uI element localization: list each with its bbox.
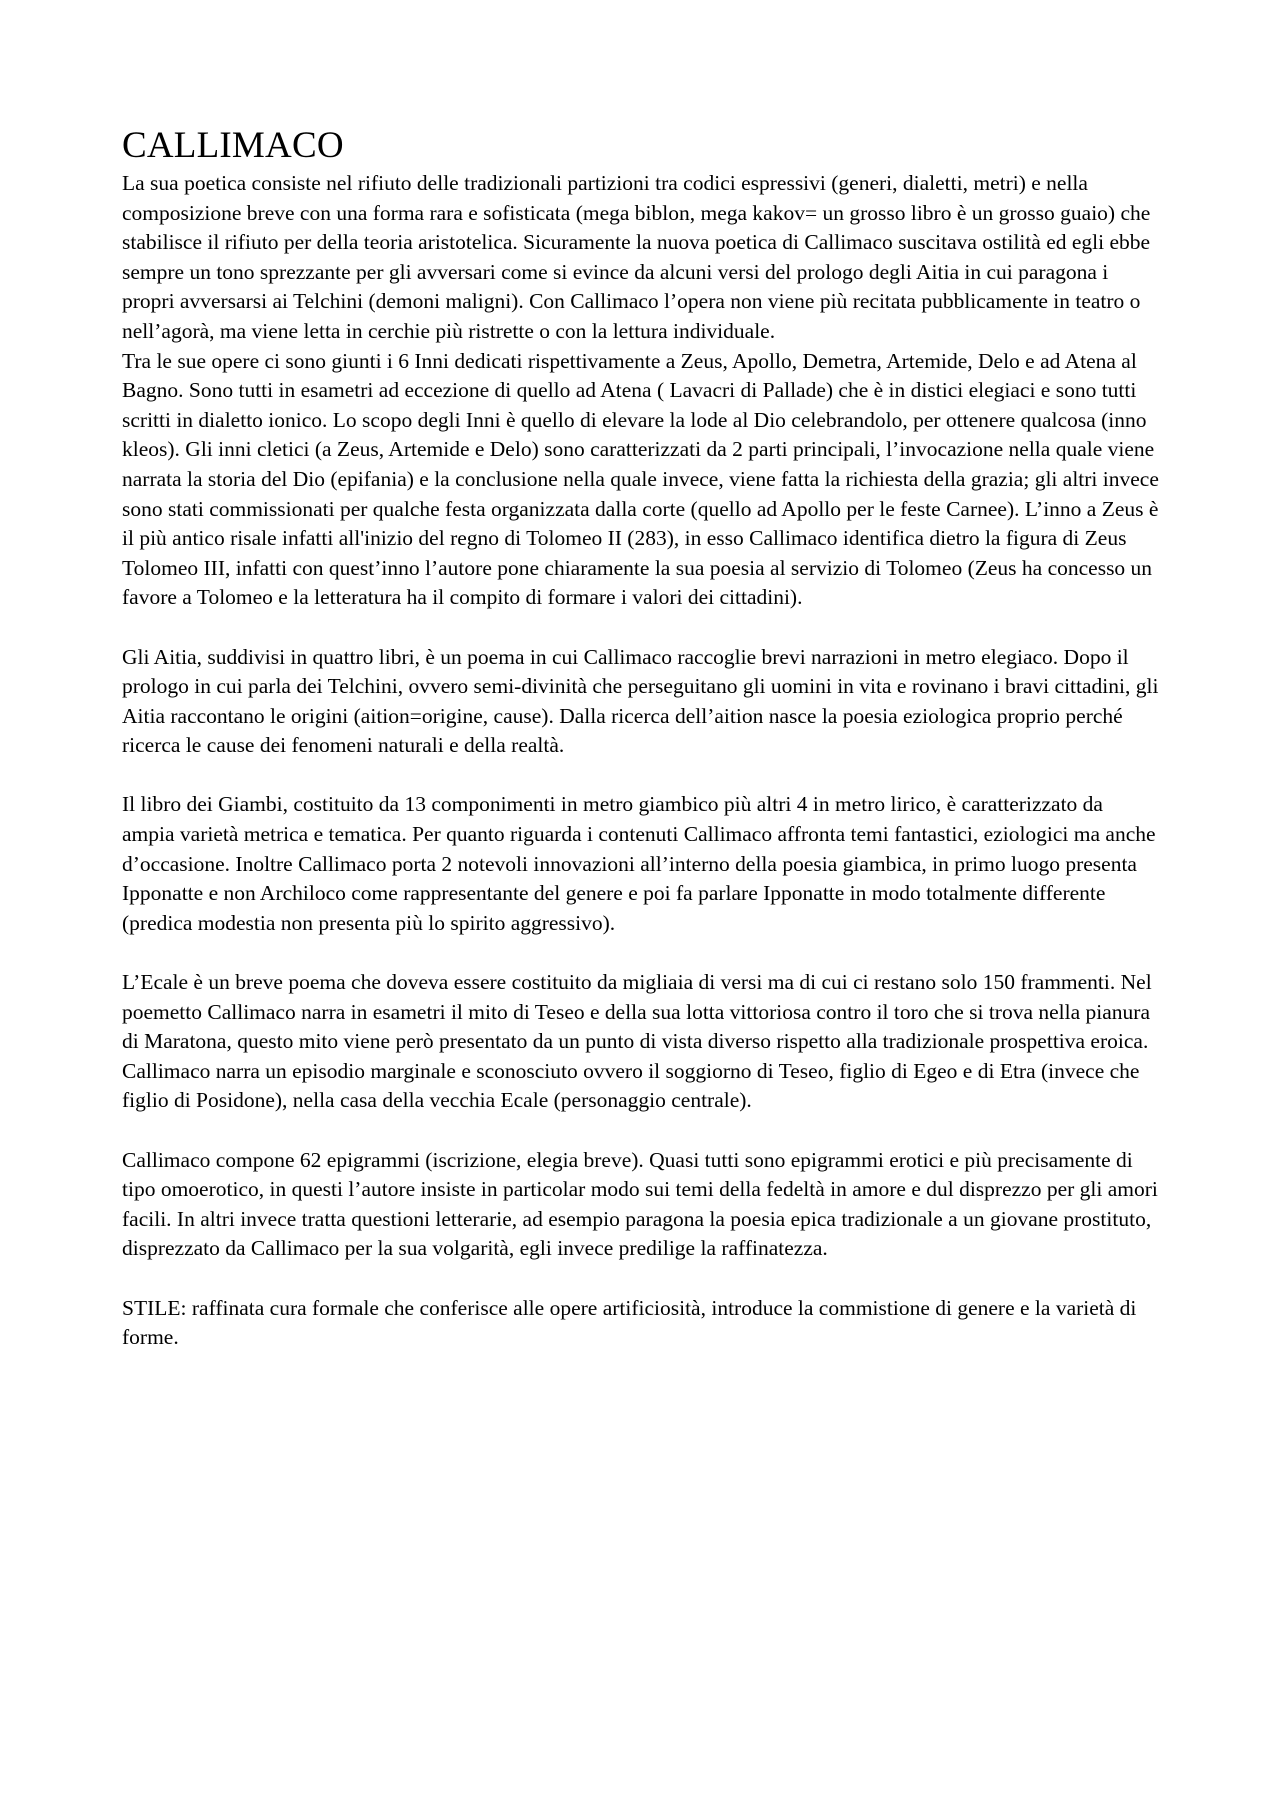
paragraph-inni: Tra le sue opere ci sono giunti i 6 Inni dedicati rispettivamente a Zeus, Apollo, Demetra, Artemide, Delo e ad Atena al Bagno. Sono tutti in esametri ad eccezione di quello ad Atena ( Lavacri di Pallade) che è in distici elegiaci e sono tutti scritti in dialetto ionico. Lo scopo degli Inni è quello di elevare la lode al Dio celebrandolo, per ottenere qualcosa (inno kleos). Gli inni cletici (a Zeus, Artemide e Delo) sono caratterizzati da 2 parti principali, l’invocazione nella quale viene narrata la storia del Dio (epifania) e la conclusione nella quale invece, viene fatta la richiesta della grazia; gli altri invece sono stati commissionati per qualche festa organizzata dalla corte (quello ad Apollo per le feste Carnee). L’inno a Zeus è il più antico risale infatti all'inizio del regno di Tolomeo II (283), in esso Callimaco identifica dietro la figura di Zeus Tolomeo III, infatti con quest’inno l’autore pone chiaramente la sua poesia al servizio di Tolomeo (Zeus ha concesso un favore a Tolomeo e la letteratura ha il compito di formare i valori dei cittadini). (122, 348, 1159, 610)
paragraph-giambi: Il libro dei Giambi, costituito da 13 componimenti in metro giambico più altri 4 in metro lirico, è caratterizzato da ampia varietà metrica e tematica. Per quanto riguarda i contenuti Callimaco affronta temi fantastici, eziologici ma anche d’occasione. Inoltre Callimaco porta 2 notevoli innovazioni all’interno della poesia giambica, in primo luogo presenta Ipponatte e non Archiloco come rappresentante del genere e poi fa parlare Ipponatte in modo totalmente differente (predica modestia non presenta più lo spirito aggressivo). (122, 792, 1156, 935)
paragraph-ecale: L’Ecale è un breve poema che doveva essere costituito da migliaia di versi ma di cui ci restano solo 150 frammenti. Nel poemetto Callimaco narra in esametri il mito di Teseo e della sua lotta vittoriosa contro il toro che si trova nella pianura di Maratona, questo mito viene però presentato da un punto di vista diverso rispetto alla tradizionale prospettiva eroica. Callimaco narra un episodio marginale e sconosciuto ovvero il soggiorno di Teseo, figlio di Egeo e di Etra (invece che figlio di Posidone), nella casa della vecchia Ecale (personaggio centrale). (122, 970, 1152, 1113)
document-title: CALLIMACO (122, 125, 344, 166)
paragraph-epigrammi: Callimaco compone 62 epigrammi (iscrizione, elegia breve). Quasi tutti sono epigrammi erotici e più precisamente di tipo omoerotico, in questi l’autore insiste in particolar modo sui temi della fedeltà in amore e dul disprezzo per gli amori facili. In altri invece tratta questioni letterarie, ad esempio paragona la poesia epica tradizionale a un giovane prostituto, disprezzato da Callimaco per la sua volgarità, egli invece predilige la raffinatezza. (122, 1147, 1158, 1261)
paragraph-poetica: La sua poetica consiste nel rifiuto delle tradizionali partizioni tra codici espressivi (generi, dialetti, metri) e nella composizione breve con una forma rara e sofisticata (mega biblon, mega kakov= un grosso libro è un grosso guaio) che stabilisce il rifiuto per della teoria aristotelica. Sicuramente la nuova poetica di Callimaco suscitava ostilità ed egli ebbe sempre un tono sprezzante per gli avversari come si evince da alcuni versi del prologo degli Aitia in cui paragona i propri avversarsi ai Telchini (demoni maligni). Con Callimaco l’opera non viene più recitata pubblicamente in teatro o nell’agorà, ma viene letta in cerchie più ristrette o con la lettura individuale. (122, 171, 1151, 343)
paragraph-aitia: Gli Aitia, suddivisi in quattro libri, è un poema in cui Callimaco raccoglie brevi narrazioni in metro elegiaco. Dopo il prologo in cui parla dei Telchini, ovvero semi-divinità che perseguitano gli uomini in vita e rovinano i bravi cittadini, gli Aitia raccontano le origini (aition=origine, cause). Dalla ricerca dell’aition nasce la poesia eziologica proprio perché ricerca le cause dei fenomeni naturali e della realtà. (122, 644, 1159, 758)
paragraph-stile: STILE: raffinata cura formale che conferisce alle opere artificiosità, introduce la commistione di genere e la varietà di forme. (122, 1295, 1137, 1350)
